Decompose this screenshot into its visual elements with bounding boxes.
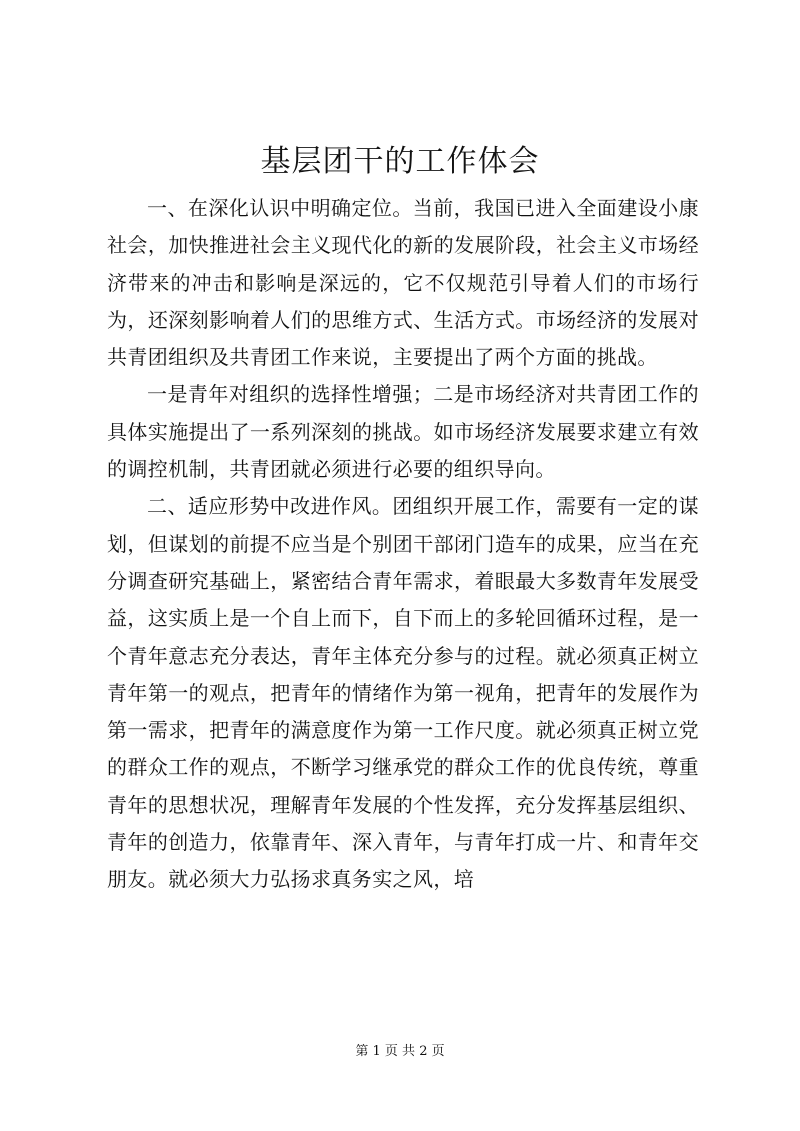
page-number-footer: 第 1 页 共 2 页 xyxy=(355,1044,445,1059)
paragraph-work-style: 二、适应形势中改进作风。团组织开展工作，需要有一定的谋划，但谋划的前提不应当是个别团干部闭门造车的成果，应当在充分调查研究基础上，紧密结合青年需求，着眼最大多数青年发展受益，这实质上是一个自上而下，自下而上的多轮回循环过程，是一个青年意志充分表达，青年主体充分参与的过程。就必须真正树立青年第一的观点，把青年的情绪作为第一视角，把青年的发展作为第一需求，把青年的满意度作为第一工作尺度。就必须真正树立党的群众工作的观点，不断学习继承党的群众工作的优良传统，尊重青年的思想状况，理解青年发展的个性发挥，充分发挥基层组织、青年的创造力，依靠青年、深入青年，与青年打成一片、和青年交朋友。就必须大力弘扬求真务实之风，培 xyxy=(107,494,699,892)
document-title: 基层团干的工作体会 xyxy=(260,144,540,179)
paragraph-positioning: 一、在深化认识中明确定位。当前，我国已进入全面建设小康社会，加快推进社会主义现代化的新的发展阶段，社会主义市场经济带来的冲击和影响是深远的，它不仅规范引导着人们的市场行为，还深刻影响着人们的思维方式、生活方式。市场经济的发展对共青团组织及共青团工作来说，主要提出了两个方面的挑战。 xyxy=(107,196,699,370)
document-body xyxy=(107,190,699,899)
paragraph-challenges: 一是青年对组织的选择性增强；二是市场经济对共青团工作的具体实施提出了一系列深刻的挑战。如市场经济发展要求建立有效的调控机制，共青团就必须进行必要的组织导向。 xyxy=(107,382,699,482)
